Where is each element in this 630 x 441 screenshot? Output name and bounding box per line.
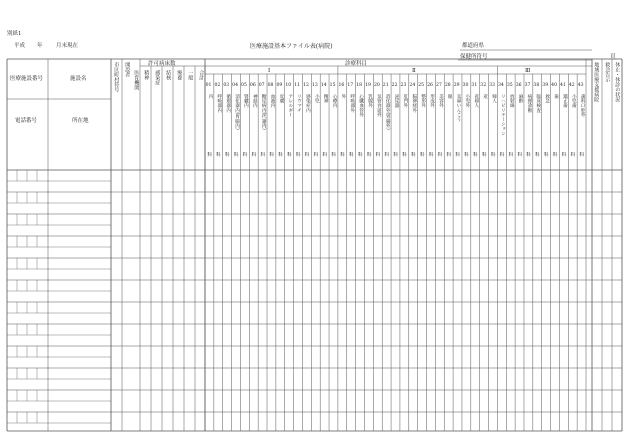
date-suffix: 月末現在	[56, 43, 79, 49]
dept-number-05: 05	[241, 83, 247, 88]
dept-number-10: 10	[285, 83, 292, 88]
dept-number-20: 20	[373, 83, 380, 88]
dept-suffix-09: 科	[278, 153, 283, 158]
dept-number-14: 14	[320, 83, 327, 88]
dept-name-13: 小児	[314, 94, 320, 104]
group-1-label: Ⅰ	[268, 68, 271, 74]
dept-suffix-18: 科	[357, 153, 363, 158]
prefecture-label: 都道府県	[462, 43, 485, 49]
municipality-header: 市区町村符号	[113, 62, 120, 92]
dept-suffix-26: 科	[428, 153, 434, 158]
facility-name-header: 施設名	[70, 76, 87, 82]
dept-number-32: 32	[480, 83, 487, 88]
dept-name-29: 耳鼻いんこう	[456, 94, 462, 122]
dept-suffix-37: 科	[526, 153, 531, 158]
dept-name-40: 歯	[553, 94, 559, 99]
dept-number-34: 34	[497, 83, 504, 88]
dept-suffix-21: 科	[384, 153, 390, 158]
dept-suffix-30: 科	[464, 153, 469, 158]
form-number: 別紙1	[7, 31, 22, 37]
dept-number-02: 02	[214, 83, 221, 88]
dept-name-35: 放射線	[509, 94, 515, 108]
dept-suffix-11: 科	[295, 153, 301, 158]
dept-number-01: 01	[205, 83, 212, 88]
dept-suffix-25: 科	[419, 153, 425, 158]
bed-col-3: 療養	[176, 70, 183, 80]
dept-number-15: 15	[329, 83, 336, 88]
dept-name-28: 眼	[447, 94, 453, 99]
document-title: 医療施設基本ファイル表(病院)	[250, 43, 333, 50]
dept-suffix-03: 科	[224, 153, 230, 158]
dept-number-38: 38	[533, 83, 540, 88]
dept-suffix-35: 科	[508, 153, 514, 158]
dept-name-23: 肛門外	[402, 94, 408, 108]
dept-name-05: 腎臓内	[243, 94, 249, 108]
dept-number-18: 18	[356, 83, 363, 88]
dept-suffix-23: 科	[402, 153, 407, 158]
dept-name-24: 脳神経外	[411, 94, 417, 113]
dept-suffix-15: 科	[331, 153, 337, 158]
dept-name-42: 小児歯	[571, 94, 577, 108]
dept-suffix-43: 科	[579, 153, 585, 158]
dept-suffix-17: 科	[348, 153, 354, 158]
dept-suffix-42: 科	[570, 153, 576, 158]
closed-status-header: 休止・休診の状況	[614, 62, 621, 102]
dept-number-12: 12	[303, 83, 309, 88]
dept-name-34: リハビリテーション	[500, 94, 506, 136]
dept-number-13: 13	[311, 83, 318, 88]
dept-name-33: 婦人	[491, 94, 497, 104]
dept-suffix-27: 科	[437, 153, 443, 158]
dept-number-21: 21	[382, 83, 389, 88]
dept-name-36: 麻酔	[518, 94, 524, 104]
opener-header: 開設者	[124, 62, 131, 77]
dept-number-25: 25	[418, 83, 425, 88]
dept-number-03: 03	[223, 83, 230, 88]
dept-name-37: 病理診断	[526, 94, 532, 113]
beds-title: 許可病床数	[148, 61, 176, 67]
dept-number-28: 28	[444, 83, 451, 88]
bed-col-5: 合計	[198, 70, 205, 80]
group-2-label: Ⅱ	[412, 68, 416, 74]
dept-number-17: 17	[347, 83, 354, 88]
dept-suffix-41: 科	[561, 153, 567, 158]
dept-suffix-40: 科	[552, 153, 558, 158]
departments-title: 診療科目	[345, 61, 368, 67]
dept-number-33: 33	[489, 83, 495, 88]
dept-number-06: 06	[249, 83, 256, 88]
dept-suffix-05: 科	[242, 153, 248, 158]
bed-col-1: 感染症	[154, 70, 161, 85]
dept-name-09: 皮膚	[278, 94, 284, 104]
dept-name-08: 血液内	[270, 94, 276, 108]
dept-suffix-24: 科	[410, 153, 416, 158]
health-center-label: 保健所符号	[460, 54, 488, 60]
dept-number-19: 19	[365, 83, 371, 88]
dept-number-36: 36	[515, 83, 522, 88]
dept-name-01: 内	[208, 94, 213, 99]
dept-number-16: 16	[338, 83, 345, 88]
dept-suffix-07: 科	[260, 153, 266, 158]
dept-suffix-22: 科	[393, 153, 399, 158]
dept-name-27: 美容外	[438, 94, 444, 108]
dept-name-20: 気管食道外	[376, 94, 382, 117]
bed-col-4: 一般	[187, 70, 194, 80]
dept-number-41: 41	[560, 83, 566, 88]
dept-suffix-19: 科	[366, 153, 372, 158]
dept-number-23: 23	[400, 83, 407, 88]
dept-number-30: 30	[462, 83, 469, 88]
dept-name-15: 心療内	[332, 94, 338, 108]
dept-name-10: アレルギー	[287, 94, 293, 117]
dept-name-32: 産	[482, 94, 488, 99]
dept-name-22: 泌尿器	[394, 94, 400, 108]
dept-suffix-31: 科	[473, 153, 478, 158]
dept-number-09: 09	[276, 83, 283, 88]
dept-number-31: 31	[471, 83, 478, 88]
dept-number-22: 22	[391, 83, 398, 88]
address-header: 所在地	[72, 118, 89, 124]
page-label: 頁	[610, 54, 616, 60]
dept-number-11: 11	[294, 83, 301, 88]
dept-name-16: 外	[340, 94, 346, 99]
group-3-label: Ⅲ	[525, 68, 531, 74]
dept-name-12: 感染症内	[305, 94, 311, 113]
dept-suffix-29: 科	[455, 153, 461, 158]
dept-number-07: 07	[258, 83, 265, 88]
dept-suffix-04: 科	[233, 153, 239, 158]
dept-name-30: 小児外	[464, 94, 470, 108]
dept-number-42: 42	[568, 83, 575, 88]
dept-name-25: 整形外	[420, 94, 426, 108]
dept-suffix-33: 科	[490, 153, 496, 158]
dept-number-08: 08	[267, 83, 274, 88]
dept-number-04: 04	[232, 83, 239, 88]
dept-number-35: 35	[506, 83, 513, 88]
dept-number-37: 37	[524, 83, 531, 88]
regional-support-header: 地域医療支援病院	[593, 62, 600, 102]
dept-suffix-20: 科	[375, 153, 381, 158]
dept-suffix-02: 科	[216, 153, 221, 158]
dept-number-27: 27	[435, 83, 442, 88]
dept-suffix-08: 科	[269, 153, 275, 158]
dept-name-02: 呼吸器内	[216, 94, 222, 113]
dept-name-03: 循環器内	[225, 94, 231, 113]
dept-suffix-28: 科	[446, 153, 452, 158]
era-label: 平成	[14, 43, 26, 49]
dept-name-17: 呼吸器外	[349, 94, 355, 113]
dept-suffix-14: 科	[322, 153, 328, 158]
dept-number-43: 43	[577, 83, 584, 88]
dept-suffix-36: 科	[517, 153, 523, 158]
dept-name-39: 救急	[544, 94, 550, 104]
dept-name-41: 矯正歯	[562, 94, 568, 108]
dept-name-31: 産婦人	[473, 94, 479, 108]
dept-name-43: 歯科口腔外	[580, 94, 586, 117]
dept-suffix-06: 科	[251, 153, 257, 158]
dept-name-04: 消化器内(胃腸内)	[234, 94, 240, 130]
dept-suffix-39: 科	[543, 153, 549, 158]
phone-header: 電話番号	[15, 118, 38, 124]
emergency-header: 救急告示	[604, 62, 611, 82]
dept-suffix-12: 科	[304, 153, 310, 158]
dept-number-40: 40	[551, 83, 558, 88]
dept-suffix-13: 科	[313, 153, 319, 158]
bed-col-2: 結核	[165, 70, 172, 80]
dept-name-18: 心臓血管外	[358, 94, 364, 117]
dept-name-38: 臨床検査	[535, 94, 541, 113]
dept-number-26: 26	[427, 83, 433, 88]
dept-suffix-34: 科	[499, 153, 505, 158]
dept-suffix-16: 科	[340, 153, 345, 158]
dept-name-14: 精神	[323, 94, 329, 104]
dept-name-07: 糖尿病内(代謝内)	[261, 94, 267, 130]
bed-col-0: 精神	[143, 70, 150, 80]
dept-name-06: 神経内	[252, 94, 258, 108]
dept-name-11: リウマチ	[296, 94, 302, 113]
opener-sub-header: 医育機関	[133, 70, 140, 90]
dept-suffix-32: 科	[481, 153, 487, 158]
dept-number-24: 24	[409, 83, 416, 88]
dept-name-26: 形成外	[429, 94, 435, 108]
dept-number-29: 29	[453, 83, 460, 88]
dept-suffix-01: 科	[207, 153, 212, 158]
dept-number-39: 39	[542, 83, 549, 88]
dept-name-19: 乳腺外	[367, 94, 373, 108]
facility-code-header: 医療施設番号	[10, 76, 44, 82]
year-suffix: 年	[37, 43, 43, 49]
dept-suffix-10: 科	[286, 153, 292, 158]
dept-name-21: 消化器外(胃腸外)	[385, 94, 391, 130]
dept-suffix-38: 科	[535, 153, 540, 158]
